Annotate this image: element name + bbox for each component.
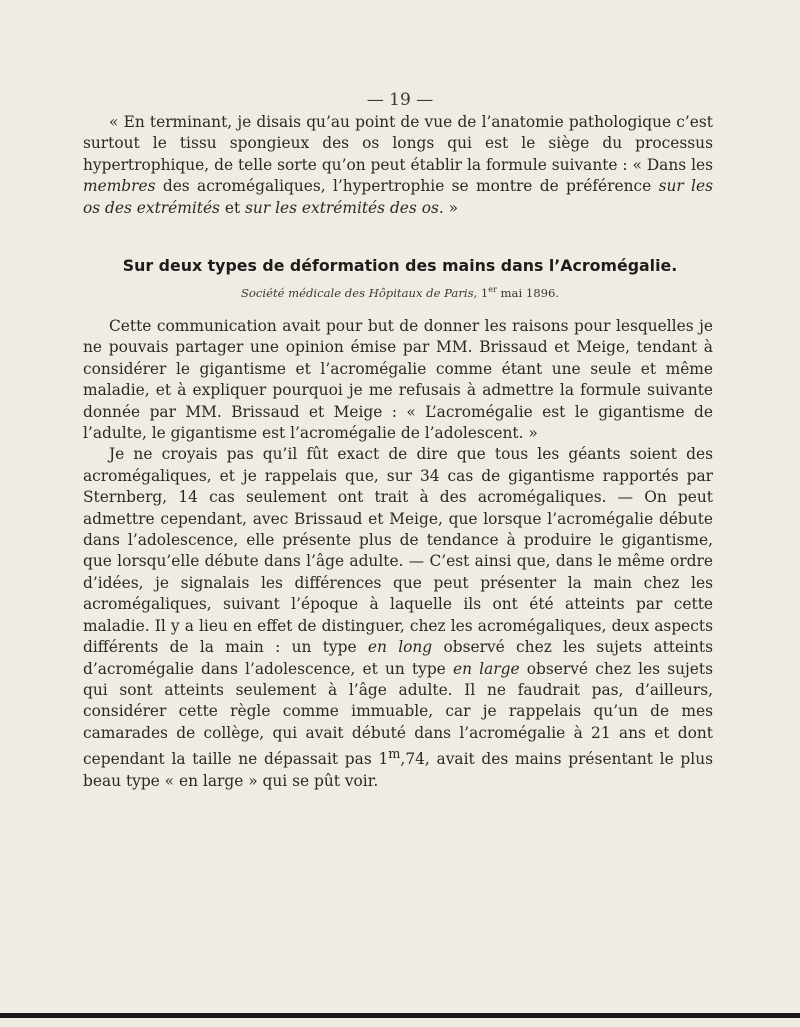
unit-superscript: m <box>388 747 401 763</box>
body-text-part: observé chez les sujets atteints d’acromégalie dans l’adolescence, et un type <box>83 638 713 678</box>
intro-text-part: des acromégaliques, l’hypertrophie se montre de préférence <box>155 177 659 196</box>
intro-emphasis: sur les extrémités des os <box>245 198 439 217</box>
body-paragraph-2 <box>83 444 713 792</box>
intro-emphasis: membres <box>83 177 156 196</box>
page-number: — 19 — <box>366 90 434 110</box>
source-society: Société médicale des Hôpitaux de Paris, <box>240 285 478 300</box>
source-date: mai 1896. <box>496 285 560 300</box>
body-emphasis: en large <box>452 659 520 678</box>
intro-text <box>83 112 713 219</box>
section-title: Sur deux types de déformation des mains dans l’Acromégalie. <box>122 256 678 275</box>
section-source <box>0 285 800 300</box>
source-day: 1 <box>477 285 489 300</box>
intro-paragraph <box>83 112 713 219</box>
page-bottom-rule <box>0 1013 800 1018</box>
intro-emphasis: sur les os des extrémités <box>83 177 713 217</box>
intro-text-part: « En terminant, je disais qu’au point de vue de l’anatomie pathologique c’est surtout le tissu spongieux des os longs qui est le siège du processus hypertrophique, de telle sorte qu’on peut établir la formule suivante : « Dans les <box>83 113 713 174</box>
body-text <box>83 316 713 792</box>
body-text-part: Je ne croyais pas qu’il fût exact de dire que tous les géants soient des acromégaliques, et je rappelais que, sur 34 cas de gigantisme rapportés par Sternberg, 14 cas seulement ont trait à des acromégaliques. — On peut admettre cependant, avec Brissaud et Meige, que lorsque l’acromégalie débute dans l’adolescence, elle présente plus de tendance à produire le gigantisme, que lorsqu’elle débute dans l’âge adulte. — C’est ainsi que, dans le même ordre d’idées, je signalais les différences que peut présenter la main chez les acromégaliques, suivant l’époque à laquelle ils ont été atteints par cette maladie. Il y a lieu en effet de distinguer, chez les acromégaliques, deux aspects différents de la main : un type <box>83 445 713 657</box>
intro-text-part: . » <box>438 198 459 217</box>
body-text-part: observé chez les sujets qui sont atteints seulement à l’âge adulte. Il ne faudrait pas, d’ailleurs, considérer cette règle comme immuable, car je rappelais qu’un de mes camarades de collège, qui avait débuté dans l’acromégalie à 21 ans et dont cependant la taille ne dépassait pas 1 <box>83 659 713 769</box>
body-text-part: ,74, avait des mains présentant le plus beau type « en large » qui se pût voir. <box>83 750 713 790</box>
body-paragraph-1: Cette communication avait pour but de donner les raisons pour lesquelles je ne pouvais partager une opinion émise par MM. Brissaud et Meige, tendant à considérer le gigantisme et l’acromégalie comme étant une seule et même maladie, et à expliquer pourquoi je me refusais à admettre la formule suivante donnée par MM. Brissaud et Meige : « L’acromégalie est le gigantisme de l’adulte, le gigantisme est l’acromégalie de l’adolescent. » <box>83 317 713 443</box>
body-emphasis: en long <box>367 638 433 657</box>
intro-text-part: et <box>219 198 246 217</box>
source-day-suffix: er <box>488 285 497 294</box>
